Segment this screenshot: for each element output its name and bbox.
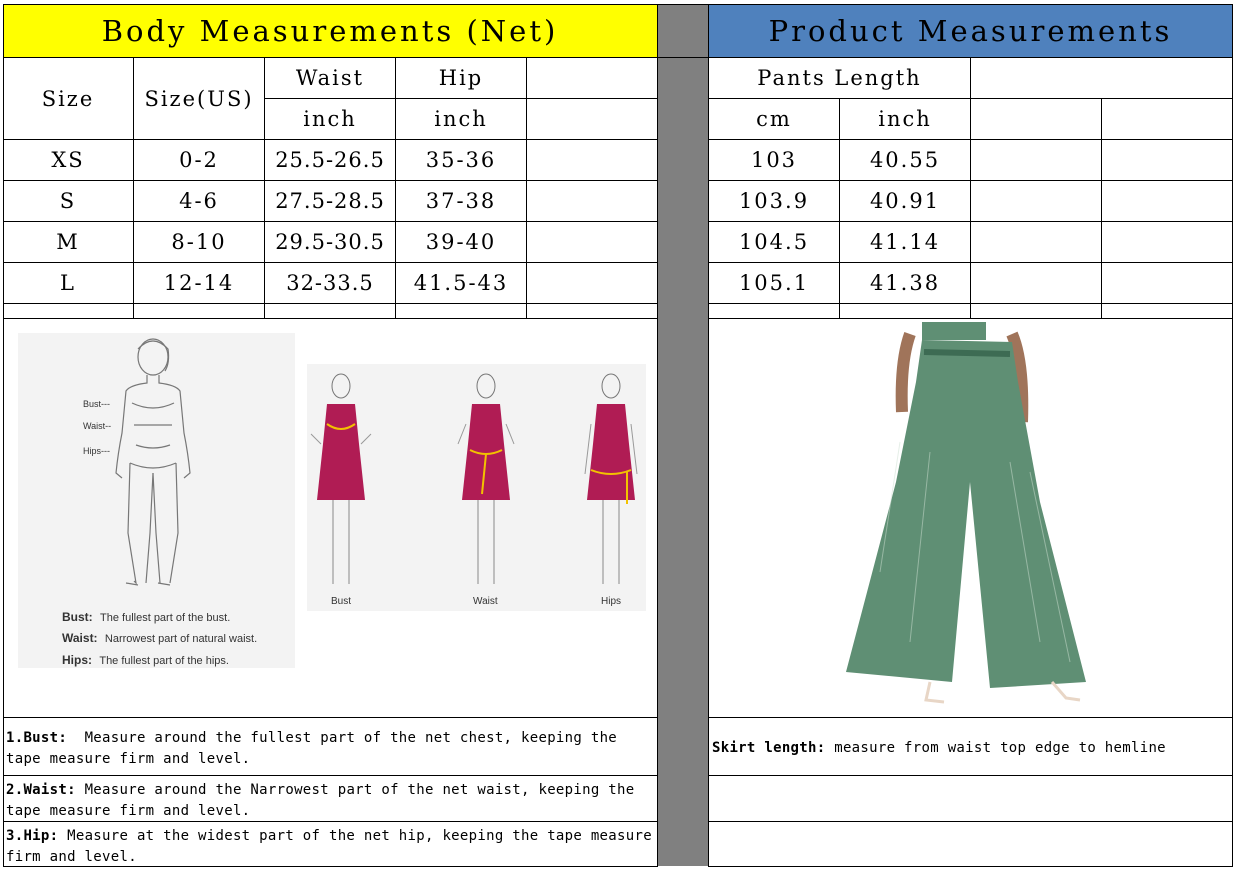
product-measurements-title: Product Measurements [768, 14, 1173, 48]
note-skirt-text: measure from waist top edge to hemline [834, 740, 1166, 756]
length-inch-cell: 40.91 [869, 189, 941, 213]
col-size-us-header: Size(US) [144, 86, 254, 111]
waist-def-text: Narrowest part of natural waist. [104, 633, 258, 645]
hips-def-title: Hips: [62, 653, 92, 667]
col-pants-length-header: Pants Length [757, 66, 922, 90]
length-cm-cell: 103.9 [738, 189, 810, 213]
length-cm-cell: 105.1 [738, 271, 810, 295]
hips-def-text: The fullest part of the hips. [99, 655, 229, 667]
wide-leg-pants-image [840, 322, 1102, 714]
note-bust-title: 1.Bust: [6, 730, 68, 746]
hip-cell: 35-36 [425, 148, 497, 172]
waist-cell: 29.5-30.5 [275, 230, 385, 254]
length-inch-cell: 41.14 [869, 230, 941, 254]
size-cell: XS [51, 148, 85, 172]
label-bust: Bust [331, 596, 352, 607]
inch-unit: inch [878, 107, 932, 131]
note-skirt-title: Skirt length: [712, 740, 826, 756]
dress-figure-hips [585, 374, 637, 584]
note-skirt-length [712, 738, 1230, 759]
body-outline-figure [18, 333, 295, 668]
label-hips: Hips [601, 596, 622, 607]
length-cm-cell: 104.5 [738, 230, 810, 254]
note-hip-text: Measure at the widest part of the net hip, keeping the tape measure firm and level. [6, 828, 652, 865]
waist-def-title: Waist: [62, 631, 98, 645]
bust-tag: Bust--- [83, 399, 110, 409]
cm-unit: cm [756, 107, 792, 131]
size-cell: M [56, 230, 80, 254]
size-us-cell: 4-6 [179, 189, 219, 213]
size-cell: L [60, 271, 76, 295]
dress-figure-waist [458, 374, 514, 584]
product-photo [840, 322, 1102, 714]
svg-text:Hips: The fullest part o [62, 653, 229, 667]
body-outline-illustration [18, 333, 295, 668]
size-us-cell: 0-2 [179, 148, 219, 172]
center-divider [658, 5, 708, 866]
note-waist [6, 780, 654, 822]
waist-cell: 32-33.5 [286, 271, 374, 295]
length-inch-cell: 41.38 [869, 271, 941, 295]
waist-tag: Waist-- [83, 421, 112, 431]
note-hip-title: 3.Hip: [6, 828, 59, 844]
note-bust [6, 728, 654, 770]
col-waist-header: Waist [295, 66, 365, 90]
svg-text:Waist: Narrowest part of [62, 631, 257, 645]
length-inch-cell: 40.55 [869, 148, 941, 172]
hip-cell: 41.5-43 [413, 271, 509, 295]
col-hip-header: Hip [438, 66, 484, 90]
hip-unit: inch [434, 107, 488, 131]
note-hip [6, 826, 654, 868]
waist-cell: 27.5-28.5 [275, 189, 385, 213]
label-waist: Waist [473, 596, 498, 607]
hip-cell: 39-40 [425, 230, 497, 254]
hips-tag: Hips--- [83, 446, 110, 456]
waist-cell: 25.5-26.5 [275, 148, 385, 172]
bust-def-title: Bust: [62, 610, 93, 624]
dress-figure-bust [311, 374, 371, 584]
svg-text:Bust: The fullest part o [62, 610, 230, 624]
waist-unit: inch [303, 107, 357, 131]
col-size-header: Size [41, 86, 95, 111]
body-measurements-title: Body Measurements (Net) [101, 14, 559, 48]
size-us-cell: 12-14 [163, 271, 235, 295]
size-us-cell: 8-10 [171, 230, 227, 254]
dress-measure-illustration [307, 364, 646, 611]
bust-def-text: The fullest part of the bust. [100, 612, 231, 624]
dress-measure-figure [307, 364, 646, 611]
note-waist-title: 2.Waist: [6, 782, 76, 798]
length-cm-cell: 103 [750, 148, 798, 172]
note-waist-text: Measure around the Narrowest part of the net waist, keeping the tape measure firm and level. [6, 782, 635, 819]
note-bust-text: Measure around the fullest part of the net chest, keeping the tape measure firm and level. [6, 730, 618, 767]
size-cell: S [59, 189, 77, 213]
hip-cell: 37-38 [425, 189, 497, 213]
